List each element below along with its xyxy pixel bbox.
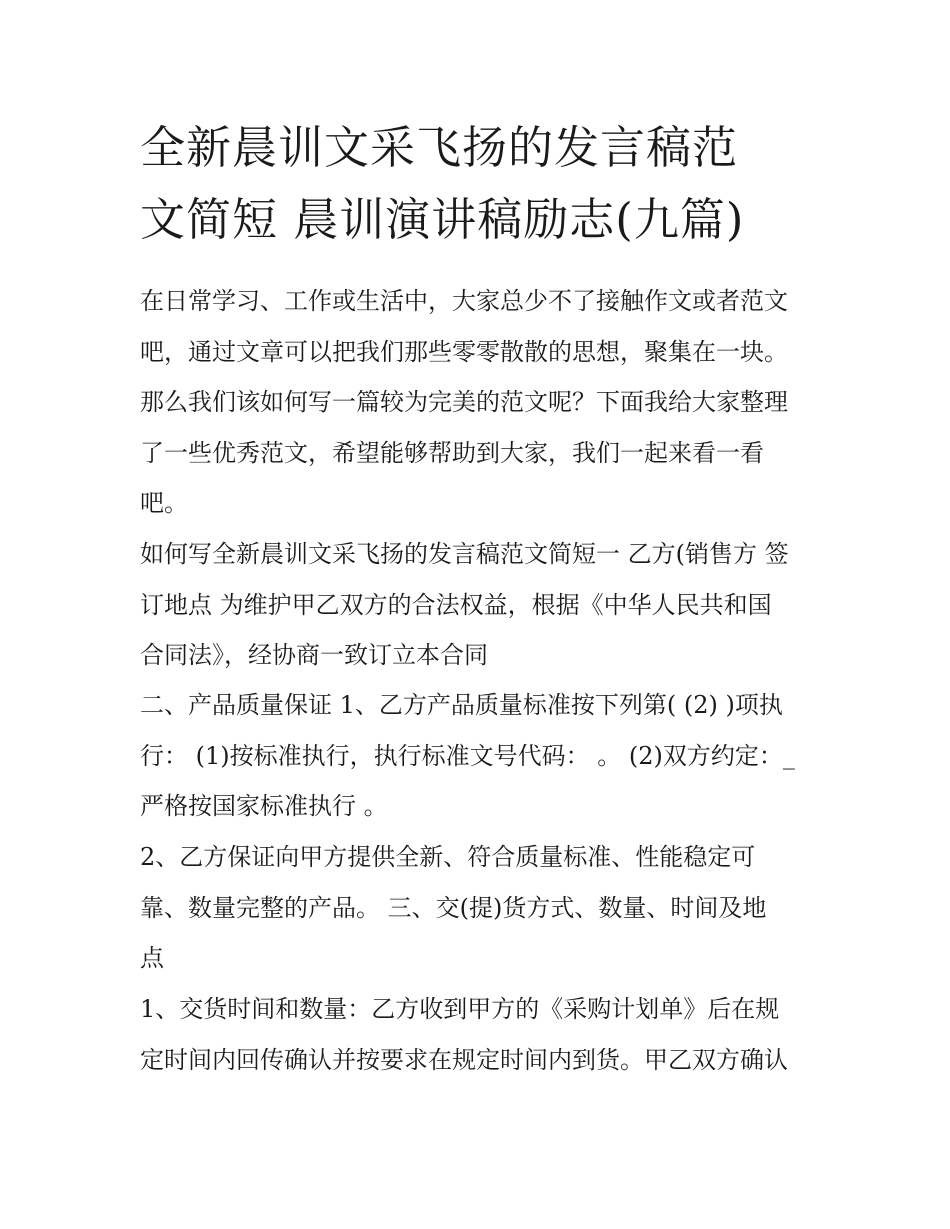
text-line: 行： (1)按标准执行，执行标准文号代码： 。 (2)双方约定：_: [140, 741, 795, 770]
text-line: 靠、数量完整的产品。 三、交(提)货方式、数量、时间及地: [140, 893, 767, 922]
text-line: 那么我们该如何写一篇较为完美的范文呢？下面我给大家整理: [140, 388, 788, 416]
paragraph-intro: [140, 276, 830, 529]
paragraph-quality-guarantee: [140, 680, 830, 832]
paragraph-contract-intro: [140, 529, 830, 681]
text-line: 吧，通过文章可以把我们那些零零散散的思想，聚集在一块。: [140, 337, 788, 366]
title-line: 文简短 晨训演讲稿励志(九篇): [140, 193, 745, 246]
text-line: 严格按国家标准执行 。: [140, 792, 388, 820]
paragraph-supply-guarantee: [140, 832, 830, 984]
text-line: 二、产品质量保证 1、乙方产品质量标准按下列第( (2) )项执: [140, 691, 783, 719]
text-line: 点: [140, 944, 164, 972]
document-title: [140, 112, 830, 256]
text-line: 定时间内回传确认并按要求在规定时间内到货。甲乙双方确认: [140, 1045, 788, 1074]
title-line: 全新晨训文采飞扬的发言稿范: [140, 121, 739, 174]
text-line: 2、乙方保证向甲方提供全新、符合质量标准、性能稳定可: [140, 843, 756, 871]
text-line: 了一些优秀范文，希望能够帮助到大家，我们一起来看一看: [140, 438, 764, 467]
text-line: 如何写全新晨训文采飞扬的发言稿范文简短一 乙方(销售方 签: [140, 540, 789, 568]
text-line: 吧。: [140, 489, 188, 517]
text-line: 在日常学习、工作或生活中，大家总少不了接触作文或者范文: [140, 287, 788, 315]
text-line: 合同法》，经协商一致订立本合同: [140, 641, 488, 669]
paragraph-delivery-time: [140, 984, 830, 1085]
text-line: 1、交货时间和数量：乙方收到甲方的《采购计划单》后在规: [140, 995, 780, 1023]
text-line: 订地点 为维护甲乙双方的合法权益，根据《中华人民共和国: [140, 590, 772, 619]
